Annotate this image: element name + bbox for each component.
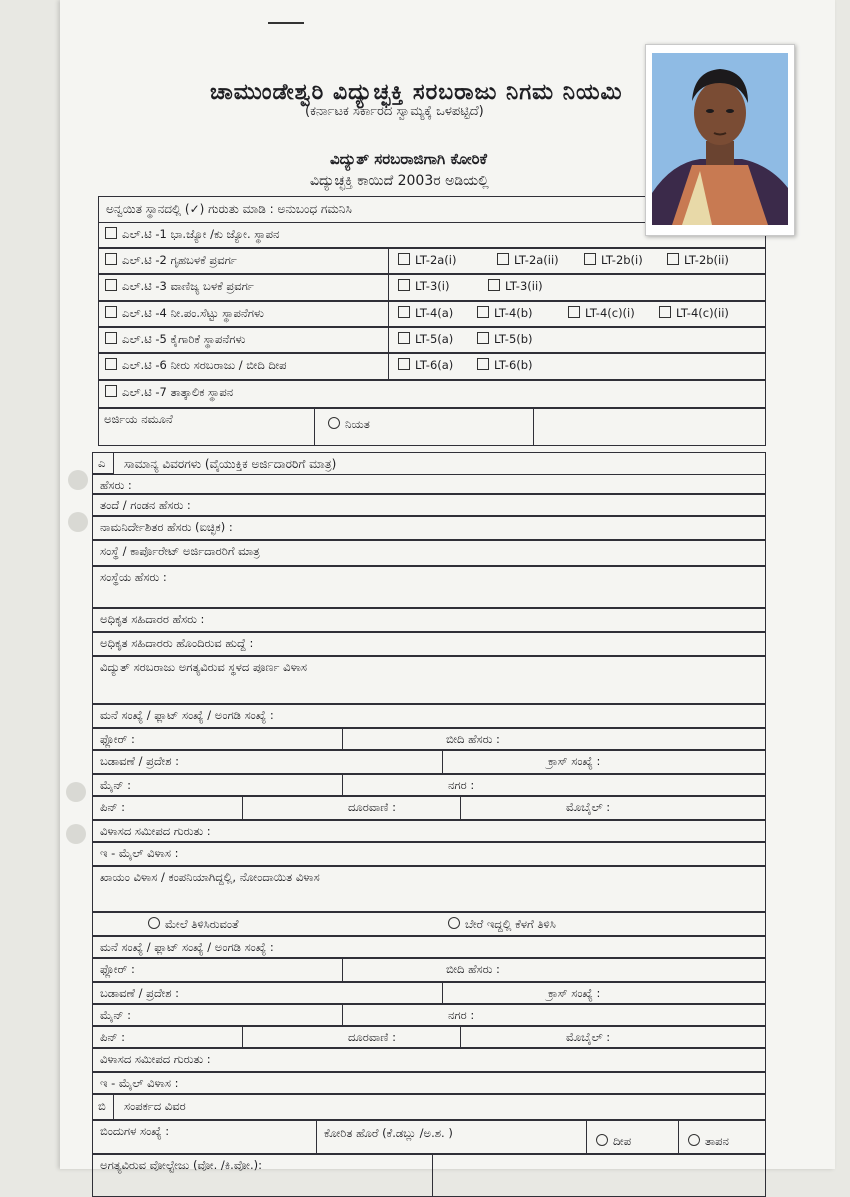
- tariff-checkbox-label[interactable]: ಎಲ್.ಟಿ -2 ಗೃಹಬಳಕೆ ಪ್ರವರ್ಗ: [105, 253, 237, 268]
- form-title: ವಿದ್ಯುತ್ ಸರಬರಾಜಿಗಾಗಿ ಕೋರಿಕೆ: [330, 150, 487, 168]
- row-divider: [316, 1120, 317, 1154]
- org-title: ಚಾಮುಂಡೇಶ್ವರಿ ವಿದ್ಯುಚ್ಛಕ್ತಿ ಸರಬರಾಜು ನಿಗಮ ನಿಯಮಿ: [210, 80, 623, 105]
- tariff-subcategory-option[interactable]: LT-3(i): [398, 279, 449, 293]
- tariff-subcategory-option[interactable]: LT-2a(i): [398, 253, 456, 267]
- tariff-checkbox-label[interactable]: ಎಲ್.ಟಿ -7 ತಾತ್ಕಾಲಿಕ ಸ್ಥಾಪನ: [105, 385, 233, 400]
- radio-icon: [328, 417, 340, 429]
- checkbox-icon: [105, 227, 117, 239]
- name-field[interactable]: ಹೆಸರು :: [100, 478, 132, 492]
- section-a-marker: ಎ: [98, 456, 106, 470]
- street-field[interactable]: ಬೀದಿ ಹೆಸರು :: [446, 962, 500, 976]
- mobile-field[interactable]: ಮೊಬೈಲ್ :: [566, 1030, 611, 1044]
- checkbox-icon: [477, 358, 489, 370]
- org-subtitle: (ಕರ್ನಾಟಕ ಸರ್ಕಾರದ ಸ್ವಾಮ್ಯಕ್ಕೆ ಒಳಪಟ್ಟಿದೆ): [305, 104, 484, 119]
- tariff-subcategory-option[interactable]: LT-2a(ii): [497, 253, 559, 267]
- section-b-marker: ಬಿ: [98, 1099, 106, 1113]
- radio-icon: [688, 1134, 700, 1146]
- row-divider: [342, 728, 343, 750]
- area-field[interactable]: ಬಡಾವಣೆ / ಪ್ರದೇಶ :: [100, 986, 180, 1000]
- cross-field[interactable]: ಕ್ರಾಸ್ ಸಂಖ್ಯೆ :: [548, 754, 601, 768]
- radio-icon: [448, 917, 460, 929]
- tariff-subcategory-option[interactable]: LT-4(c)(i): [568, 306, 635, 320]
- tariff-subcategory-option[interactable]: LT-4(a): [398, 306, 453, 320]
- checkbox-icon: [568, 306, 580, 318]
- heating-option[interactable]: ತಾಪನ: [688, 1134, 729, 1149]
- tariff-checkbox-label[interactable]: ಎಲ್.ಟಿ -5 ಕೈಗಾರಿಕೆ ಸ್ಥಾಪನೆಗಳು: [105, 332, 245, 347]
- row-divider: [442, 982, 443, 1004]
- tariff-checkbox-label[interactable]: ಎಲ್.ಟಿ -3 ವಾಣಿಜ್ಯ ಬಳಕೆ ಪ್ರವರ್ಗ: [105, 279, 254, 294]
- tariff-subcategory-option[interactable]: LT-4(b): [477, 306, 533, 320]
- section-a-title: ಸಾಮಾನ್ಯ ವಿವರಗಳು (ವೈಯುಕ್ತಿಕ ಅರ್ಜಿದಾರರಿಗೆ ಮಾತ್ರ): [124, 457, 337, 471]
- punch-hole: [68, 470, 88, 490]
- row-divider: [678, 1120, 679, 1154]
- tariff-subcategory-option[interactable]: LT-6(a): [398, 358, 453, 372]
- row-divider: [442, 750, 443, 774]
- floor-field[interactable]: ಫ್ಲೋರ್ :: [100, 732, 135, 746]
- checkbox-icon: [398, 358, 410, 370]
- phone-field[interactable]: ದೂರವಾಣಿ :: [348, 800, 396, 814]
- form-row: [92, 982, 766, 1004]
- row-divider: [242, 796, 243, 820]
- photo-image: [652, 53, 788, 225]
- other-below-option[interactable]: ಬೇರೆ ಇದ್ದಲ್ಲಿ ಕೆಳಗೆ ತಿಳಿಸಿ: [448, 917, 556, 932]
- checkbox-icon: [398, 332, 410, 344]
- voltage-field[interactable]: ಅಗತ್ಯವಿರುವ ವೋಲ್ಟೇಜು (ವೋ. /ಕಿ.ವೋ.):: [100, 1158, 263, 1172]
- father-field[interactable]: ತಂದೆ / ಗಂಡನ ಹೆಸರು :: [100, 498, 191, 512]
- permanent-field[interactable]: ಖಾಯಂ ವಿಳಾಸ / ಕಂಪನಿಯಾಗಿದ್ದಲ್ಲಿ, ನೋಂದಾಯಿತ ವಿಳಾಸ: [100, 870, 320, 884]
- tariff-checkbox-label[interactable]: ಎಲ್.ಟಿ -1 ಭಾ.ಜ್ಯೋ /ಕು ಜ್ಯೋ. ಸ್ಥಾಪನ: [105, 227, 279, 242]
- row-divider: [342, 1004, 343, 1026]
- checkbox-icon: [105, 358, 117, 370]
- punch-hole: [68, 512, 88, 532]
- email-field[interactable]: ಇ - ಮೈಲ್ ವಿಳಾಸ :: [100, 846, 179, 860]
- form-row: [92, 1094, 766, 1120]
- form-row: [92, 474, 766, 494]
- auth-name-field[interactable]: ಅಧಿಕೃತ ಸಹಿದಾರರ ಹೆಸರು :: [100, 612, 205, 626]
- tariff-subcategory-option[interactable]: LT-4(c)(ii): [659, 306, 729, 320]
- tariff-checkbox-label[interactable]: ಎಲ್.ಟಿ -6 ನೀರು ಸರಬರಾಜು / ಬೀದಿ ದೀಪ: [105, 358, 287, 373]
- application-type-label: ಅರ್ಜಿಯ ನಮೂನೆ: [104, 412, 173, 426]
- tariff-subcategory-option[interactable]: LT-3(ii): [488, 279, 543, 293]
- landmark-field[interactable]: ವಿಳಾಸದ ಸಮೀಪದ ಗುರುತು :: [100, 824, 211, 838]
- punch-hole: [66, 782, 86, 802]
- tariff-subcategory-option[interactable]: LT-2b(ii): [667, 253, 729, 267]
- city-field[interactable]: ನಗರ :: [448, 1008, 475, 1022]
- org-name-field[interactable]: ಸಂಸ್ಥೆಯ ಹೆಸರು :: [100, 570, 167, 584]
- load-field[interactable]: ಕೋರಿತ ಹೊರೆ (ಕೆ.ಡಬ್ಲು /ಅ.ಶ. ): [324, 1126, 453, 1140]
- email-field[interactable]: ಇ - ಮೈಲ್ ವಿಳಾಸ :: [100, 1076, 179, 1090]
- form-row: [92, 1004, 766, 1026]
- checkbox-icon: [105, 279, 117, 291]
- instructions: ಅನ್ವಯಿತ ಸ್ಥಾನದಲ್ಲಿ (✓) ಗುರುತು ಮಾಡಿ : ಅನುಬಂಧ ಗಮನಿಸಿ: [106, 202, 352, 216]
- phone-field[interactable]: ದೂರವಾಣಿ :: [348, 1030, 396, 1044]
- nominee-field[interactable]: ನಾಮನಿರ್ದೇಶಿತರ ಹೆಸರು (ಐಚ್ಛಿಕ) :: [100, 520, 233, 534]
- tariff-subcategory-option[interactable]: LT-6(b): [477, 358, 533, 372]
- application-type-option[interactable]: ನಿಯತ: [328, 417, 370, 432]
- form-row: [92, 1026, 766, 1048]
- radio-icon: [148, 917, 160, 929]
- checkbox-icon: [398, 253, 410, 265]
- checkbox-icon: [667, 253, 679, 265]
- radio-icon: [596, 1134, 608, 1146]
- checkbox-icon: [659, 306, 671, 318]
- pin-field[interactable]: ಪಿನ್ :: [100, 800, 126, 814]
- tariff-subcategory-option[interactable]: LT-5(a): [398, 332, 453, 346]
- punch-hole: [66, 824, 86, 844]
- form-row: [92, 796, 766, 820]
- points-field[interactable]: ಬಿಂದುಗಳ ಸಂಖ್ಯೆ :: [100, 1124, 170, 1138]
- form-row: [92, 1072, 766, 1094]
- row-divider: [342, 774, 343, 796]
- supply-address-field[interactable]: ವಿದ್ಯುತ್ ಸರಬರಾಜು ಅಗತ್ಯವಿರುವ ಸ್ಥಳದ ಪೂರ್ಣ ವಿಳಾಸ: [100, 660, 307, 674]
- form-row: [92, 842, 766, 866]
- pen-mark: [268, 22, 304, 24]
- row-divider: [460, 1026, 461, 1048]
- tariff-subcategory-option[interactable]: LT-2b(i): [584, 253, 643, 267]
- portrait-icon: [652, 53, 788, 225]
- checkbox-icon: [105, 253, 117, 265]
- checkbox-icon: [477, 306, 489, 318]
- form-act: ವಿದ್ಯುಚ್ಛಕ್ತಿ ಕಾಯಿದೆ 2003ರ ಅಡಿಯಲ್ಲಿ: [310, 173, 489, 189]
- street-field[interactable]: ಬೀದಿ ಹೆಸರು :: [446, 732, 500, 746]
- section-b-title: ಸಂಪರ್ಕದ ವಿವರ: [124, 1099, 186, 1113]
- auth-post-field[interactable]: ಅಧಿಕೃತ ಸಹಿದಾರರು ಹೊಂದಿರುವ ಹುದ್ದೆ :: [100, 636, 254, 650]
- form-row: [92, 566, 766, 608]
- applicant-photo: [645, 44, 795, 236]
- checkbox-icon: [497, 253, 509, 265]
- area-field[interactable]: ಬಡಾವಣೆ / ಪ್ರದೇಶ :: [100, 754, 180, 768]
- row-divider: [460, 796, 461, 820]
- mobile-field[interactable]: ಮೊಬೈಲ್ :: [566, 800, 611, 814]
- checkbox-icon: [105, 385, 117, 397]
- checkbox-icon: [477, 332, 489, 344]
- pin-field[interactable]: ಪಿನ್ :: [100, 1030, 126, 1044]
- form-row: [92, 958, 766, 982]
- form-row: [92, 750, 766, 774]
- checkbox-icon: [584, 253, 596, 265]
- floor-field[interactable]: ಫ್ಲೋರ್ :: [100, 962, 135, 976]
- checkbox-icon: [398, 279, 410, 291]
- main-field[interactable]: ಮೈನ್ :: [100, 778, 131, 792]
- city-field[interactable]: ನಗರ :: [448, 778, 475, 792]
- form-row: [92, 494, 766, 516]
- checkbox-icon: [398, 306, 410, 318]
- tariff-subcategory-option[interactable]: LT-5(b): [477, 332, 533, 346]
- corporate-field[interactable]: ಸಂಸ್ಥೆ / ಕಾರ್ಪೊರೇಟ್ ಅರ್ಜಿದಾರರಿಗೆ ಮಾತ್ರ: [100, 544, 260, 558]
- main-field[interactable]: ಮೈನ್ :: [100, 1008, 131, 1022]
- light-option[interactable]: ದೀಪ: [596, 1134, 631, 1149]
- form-row: [92, 728, 766, 750]
- row-divider: [342, 958, 343, 982]
- checkbox-icon: [105, 306, 117, 318]
- tariff-checkbox-label[interactable]: ಎಲ್.ಟಿ -4 ನೀ.ಪಂ.ಸೆಟ್ಟು ಸ್ಥಾಪನೆಗಳು: [105, 306, 264, 321]
- landmark-field[interactable]: ವಿಳಾಸದ ಸಮೀಪದ ಗುರುತು :: [100, 1052, 211, 1066]
- form-row: [92, 774, 766, 796]
- house-field[interactable]: ಮನೆ ಸಂಖ್ಯೆ / ಫ್ಲಾಟ್ ಸಂಖ್ಯೆ / ಅಂಗಡಿ ಸಂಖ್ಯೆ :: [100, 708, 274, 722]
- cross-field[interactable]: ಕ್ರಾಸ್ ಸಂಖ್ಯೆ :: [548, 986, 601, 1000]
- row-divider: [432, 1154, 433, 1197]
- checkbox-icon: [488, 279, 500, 291]
- row-divider: [242, 1026, 243, 1048]
- checkbox-icon: [105, 332, 117, 344]
- row-divider: [586, 1120, 587, 1154]
- house-field[interactable]: ಮನೆ ಸಂಖ್ಯೆ / ಫ್ಲಾಟ್ ಸಂಖ್ಯೆ / ಅಂಗಡಿ ಸಂಖ್ಯೆ :: [100, 940, 274, 954]
- same-above-option[interactable]: ಮೇಲೆ ತಿಳಿಸಿರುವಂತೆ: [148, 917, 239, 932]
